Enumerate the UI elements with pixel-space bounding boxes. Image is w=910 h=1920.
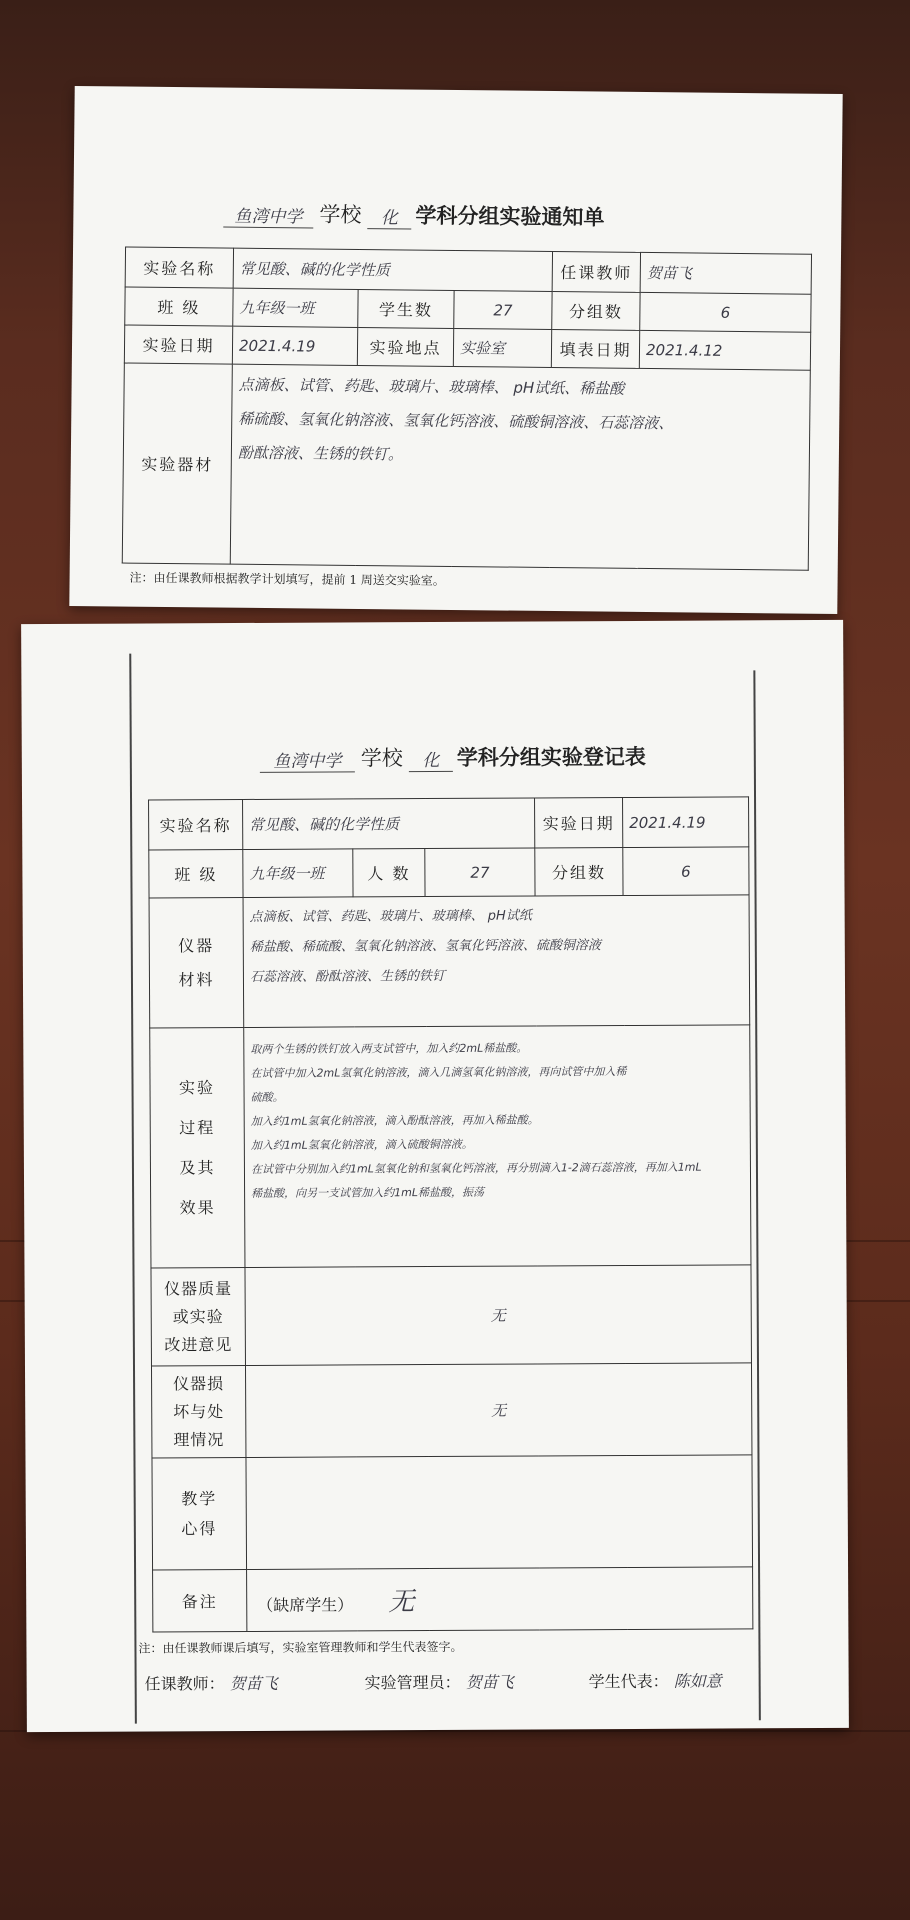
record-table xyxy=(148,796,753,1632)
margin-line-right xyxy=(753,670,760,1720)
notice-equipment xyxy=(230,364,810,570)
record-title-suffix: 学科分组实验登记表 xyxy=(456,743,646,770)
student-signature-label: 学生代表： xyxy=(588,1671,669,1692)
teacher-signature: 贺苗飞 xyxy=(229,1673,278,1694)
notice-title xyxy=(223,198,604,232)
manager-signature-row xyxy=(365,1670,514,1694)
notice-label-class: 班 级 xyxy=(125,287,233,326)
notice-equipment-line: 酚酞溶液、生锈的铁钉。 xyxy=(237,443,404,464)
record-equipment-line: 石蕊溶液、酚酞溶液、生锈的铁钉 xyxy=(249,968,446,985)
student-signature-row xyxy=(589,1669,722,1693)
notice-experiment-name: 常见酸、碱的化学性质 xyxy=(233,248,552,291)
record-count: 27 xyxy=(425,848,535,897)
notice-title-suffix: 学科分组实验通知单 xyxy=(415,202,605,230)
record-experiment-name: 常见酸、碱的化学性质 xyxy=(243,798,535,850)
record-label-quality: 仪器质量 或实验 改进意见 xyxy=(151,1267,246,1365)
notice-label-teacher: 任课教师 xyxy=(552,252,640,293)
record-subject: 化 xyxy=(409,746,453,772)
record-label-date: 实验日期 xyxy=(535,798,623,848)
record-process-line: 在试管中分别加入约1mL氢氧化钠和氢氧化钙溶液，再分别滴入1-2滴石蕊溶液，再加入1mL xyxy=(250,1160,702,1176)
record-reflection xyxy=(246,1455,753,1570)
record-process-line: 硫酸。 xyxy=(250,1090,284,1104)
notice-label-experiment-name: 实验名称 xyxy=(125,247,233,288)
notice-groups: 6 xyxy=(640,292,811,332)
record-process-line: 加入约1mL氢氧化钠溶液，滴入硫酸铜溶液。 xyxy=(250,1137,473,1152)
record-title xyxy=(260,741,646,773)
record-label-reflection: 教学 心得 xyxy=(152,1457,247,1569)
notice-location: 实验室 xyxy=(453,328,551,367)
record-damage: 无 xyxy=(245,1363,752,1458)
record-equipment-line: 稀盐酸、稀硫酸、氢氧化钠溶液、氢氧化钙溶液、硫酸铜溶液 xyxy=(249,938,601,955)
notice-footnote: 注：由任课教师根据教学计划填写，提前 1 周送交实验室。 xyxy=(129,570,445,588)
record-quality: 无 xyxy=(245,1265,752,1366)
record-equipment-line: 点滴板、试管、药匙、玻璃片、玻璃棒、 pH试纸 xyxy=(249,908,532,925)
notice-school-word: 学校 xyxy=(319,202,362,228)
notice-fill-date: 2021.4.12 xyxy=(639,330,810,370)
record-label-class: 班 级 xyxy=(149,850,243,898)
teacher-signature-row xyxy=(145,1671,278,1695)
record-label-process: 实验 过程 及其 效果 xyxy=(150,1027,245,1267)
notice-subject: 化 xyxy=(367,203,411,229)
record-school-word: 学校 xyxy=(360,746,403,771)
manager-signature-label: 实验管理员： xyxy=(364,1672,461,1693)
record-class: 九年级一班 xyxy=(243,849,353,898)
experiment-record-sheet xyxy=(21,620,849,1732)
notice-label-equipment: 实验器材 xyxy=(122,363,232,564)
student-signature: 陈如意 xyxy=(673,1671,722,1691)
notice-label-students: 学生数 xyxy=(358,289,454,328)
record-absent-value: 无 xyxy=(388,1587,415,1618)
teacher-signature-label: 任课教师： xyxy=(144,1674,225,1694)
notice-table xyxy=(122,247,812,571)
notice-teacher: 贺苗飞 xyxy=(640,252,811,294)
record-label-damage: 仪器损 坏与处 理情况 xyxy=(151,1365,245,1457)
record-label-equipment: 仪器 材料 xyxy=(149,898,244,1028)
notice-label-date: 实验日期 xyxy=(124,325,232,364)
notice-equipment-line: 点滴板、试管、药匙、玻璃片、玻璃棒、 pH试纸、稀盐酸 xyxy=(238,375,625,398)
record-date: 2021.4.19 xyxy=(623,797,749,848)
manager-signature: 贺苗飞 xyxy=(465,1672,514,1692)
record-process xyxy=(244,1025,751,1268)
notice-label-groups: 分组数 xyxy=(552,292,640,331)
notice-school-name: 鱼湾中学 xyxy=(223,202,313,229)
record-process-line: 稀盐酸，向另一支试管加入约1mL稀盐酸，振荡 xyxy=(251,1185,484,1200)
record-label-count: 人 数 xyxy=(353,849,425,897)
margin-line-left xyxy=(129,654,137,1724)
notice-label-fill-date: 填表日期 xyxy=(551,330,639,369)
notice-date: 2021.4.19 xyxy=(232,326,357,365)
notice-class: 九年级一班 xyxy=(233,288,358,327)
record-process-line: 取两个生锈的铁钉放入两支试管中，加入约2mL稀盐酸。 xyxy=(250,1041,528,1056)
record-label-remarks: 备注 xyxy=(153,1569,247,1631)
record-groups: 6 xyxy=(623,847,749,896)
record-label-groups: 分组数 xyxy=(535,848,623,896)
record-footnote: 注：由任课教师课后填写，实验室管理教师和学生代表签字。 xyxy=(138,1639,463,1656)
notice-students: 27 xyxy=(454,290,552,329)
record-absent-label: （缺席学生） xyxy=(257,1595,354,1615)
record-process-line: 加入约1mL氢氧化钠溶液，滴入酚酞溶液，再加入稀盐酸。 xyxy=(250,1113,539,1128)
notice-label-location: 实验地点 xyxy=(357,327,453,366)
record-process-line: 在试管中加入2mL氢氧化钠溶液，滴入几滴氢氧化钠溶液，再向试管中加入稀 xyxy=(250,1064,627,1080)
record-school-name: 鱼湾中学 xyxy=(260,746,355,772)
record-label-experiment-name: 实验名称 xyxy=(149,800,243,850)
notice-equipment-line: 稀硫酸、氢氧化钠溶液、氢氧化钙溶液、硫酸铜溶液、石蕊溶液、 xyxy=(238,409,674,433)
experiment-notice-sheet xyxy=(69,86,842,614)
record-equipment xyxy=(243,895,750,1028)
record-remarks xyxy=(247,1567,753,1632)
